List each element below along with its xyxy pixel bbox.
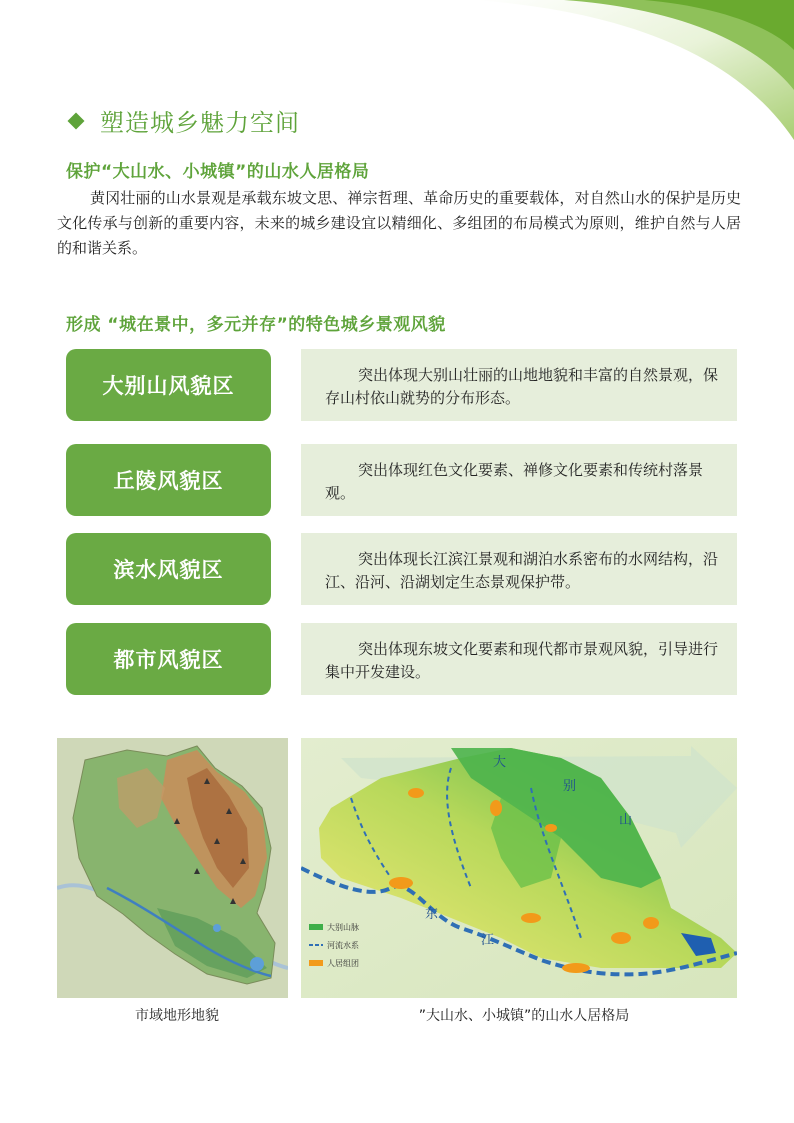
part1-body: 黄冈壮丽的山水景观是承载东坡文思、禅宗哲理、革命历史的重要载体，对自然山水的保护是历史文化传承与创新的重要内容，未来的城乡建设宜以精细化、多组团的布局模式为原则，维护自然与人居的和谐关系。 xyxy=(57,189,741,257)
corner-decoration xyxy=(414,0,794,140)
zone-desc-hills: 突出体现红色文化要素、禅修文化要素和传统村落景观。 xyxy=(301,444,737,516)
section-title xyxy=(66,103,300,138)
river-char-2: 江 xyxy=(481,932,495,947)
zone-desc-urban: 突出体现东坡文化要素和现代都市景观风貌，引导进行集中开发建设。 xyxy=(301,623,737,695)
settlement-map-caption: ”大山水、小城镇”的山水人居格局 xyxy=(418,1008,630,1024)
section-title-text: 塑造城乡魅力空间 xyxy=(100,109,300,137)
part2-heading: 形成 “城在景中，多元并存”的特色城乡景观风貌 xyxy=(66,315,446,335)
mountain-char-1: 大 xyxy=(493,754,507,769)
mountain-char-3: 山 xyxy=(619,812,633,827)
legend-mountains: 大别山脉 xyxy=(327,923,359,932)
zone-desc-waterfront: 突出体现长江滨江景观和湖泊水系密布的水网结构，沿江、沿河、沿湖划定生态景观保护带。 xyxy=(301,533,737,605)
settlement-map xyxy=(301,738,737,998)
zone-button-dabieshan: 大别山风貌区 xyxy=(66,349,271,421)
legend-settlements: 人居组团 xyxy=(327,959,359,968)
terrain-map xyxy=(57,738,288,998)
zone-button-waterfront: 滨水风貌区 xyxy=(66,533,271,605)
mountain-char-2: 别 xyxy=(563,778,577,793)
terrain-map-caption: 市域地形地貌 xyxy=(135,1008,219,1024)
zone-button-urban: 都市风貌区 xyxy=(66,623,271,695)
zone-desc-dabieshan: 突出体现大别山壮丽的山地地貌和丰富的自然景观，保存山村依山就势的分布形态。 xyxy=(301,349,737,421)
diamond-bullet-icon xyxy=(68,112,85,129)
zone-button-hills: 丘陵风貌区 xyxy=(66,444,271,516)
legend-rivers: 河流水系 xyxy=(327,941,359,950)
river-char-1: 东 xyxy=(425,906,439,921)
part1-heading: 保护“大山水、小城镇”的山水人居格局 xyxy=(66,162,370,182)
